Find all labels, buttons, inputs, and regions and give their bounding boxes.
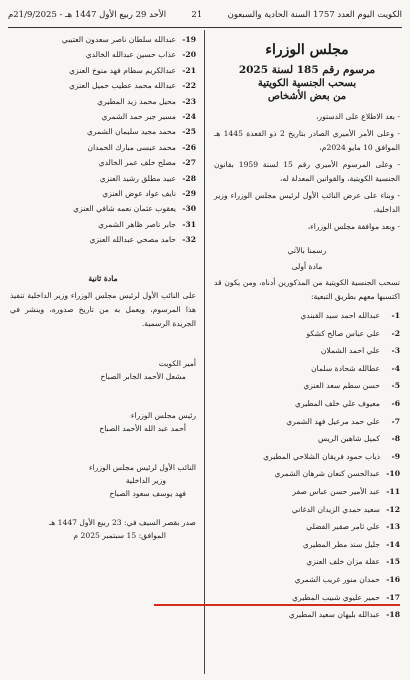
person-name: يعقوب عثمان نعمه شافي العنزي: [73, 204, 176, 214]
page-header: [8, 6, 402, 24]
person-name: كميل شاهين الريس: [317, 434, 380, 444]
person-name: علي ثامر صقير الفضلي: [306, 522, 380, 532]
person-number: 1-: [391, 311, 400, 320]
persons-list-right: [214, 307, 400, 624]
person-item: [10, 47, 196, 62]
pm-name: أحمد عبد الله الأحمد الصباح: [99, 423, 186, 433]
person-name: محمد مجيد سليمان الشمري: [86, 127, 176, 137]
emir-role: أمير الكويت: [158, 358, 196, 368]
left-column: [10, 30, 196, 674]
person-item: [214, 395, 400, 413]
person-name: معيوف علي خلف المطيري: [295, 398, 380, 408]
dpm-role-2: وزير الداخلية: [125, 475, 166, 485]
person-item: [214, 325, 400, 343]
person-item: [214, 307, 400, 325]
person-name: مصلح خلف عمر الخالدي: [98, 158, 176, 168]
person-item: [214, 377, 400, 395]
person-name: علي حمد مرعيل فهد الشمري: [286, 416, 380, 426]
person-number: 29-: [182, 189, 196, 199]
person-number: 11-: [386, 486, 400, 496]
person-item: [214, 571, 400, 589]
pm-role: رئيس مجلس الوزراء: [130, 410, 196, 420]
person-item: [10, 109, 196, 124]
person-name: محيل محمد زيد المطيري: [97, 96, 176, 106]
person-number: 16-: [386, 574, 400, 584]
preamble-line: - وبناء على عرض النائب الأول لرئيس مجلس الوزراء وزير الداخلية،: [214, 191, 400, 214]
article-2-text: على النائب الأول لرئيس مجلس الوزراء وزير الداخلية تنفيذ هذا المرسوم، ويعمل به من تاريخ صدوره، وينشر في الجريدة الرسمية.: [10, 290, 196, 328]
decree-subtitle: بسحب الجنسية الكويتية: [257, 78, 357, 89]
header-page-number: 21: [191, 10, 203, 20]
preamble-line: - وعلى المرسوم الأميري رقم 15 لسنة 1959 بقانون الجنسية الكويتية، والقوانين المعدلة له،: [214, 160, 401, 183]
preamble-line: - وبعد موافقة مجلس الوزراء،: [307, 222, 400, 231]
person-item: [214, 483, 400, 501]
header-date: الأحد 29 ربيع الأول 1447 هـ - 21/9/2025م: [8, 10, 167, 20]
person-name: حمدان منور غريب الشمري: [294, 574, 380, 584]
article-2: [10, 274, 196, 331]
person-name: حمير عليوي شبيب المطيري: [292, 592, 380, 602]
person-item: [10, 78, 196, 93]
person-number: 2-: [391, 328, 400, 338]
person-item: [214, 501, 400, 519]
person-name: عطالله شحادة سلمان: [311, 363, 380, 373]
issued-place-date: صدر بقصر السيف في: 23 ربيع الأول 1447 هـ: [49, 517, 196, 527]
person-item: [214, 536, 400, 554]
persons-list-left: [10, 32, 196, 248]
person-number: 30-: [182, 204, 196, 214]
person-item: [214, 448, 400, 466]
person-number: 24-: [182, 112, 196, 122]
person-name: عبدالحسن كنعان شرهان الشمري: [274, 469, 380, 479]
person-number: 8-: [391, 434, 400, 444]
person-number: 5-: [391, 381, 400, 391]
decree-title: مرسوم رقم 185 لسنة 2025: [238, 64, 376, 76]
header-publication: الكويت اليوم العدد 1757 السنة الحادية والسبعون: [227, 10, 402, 20]
person-item: [10, 124, 196, 139]
person-name: علي احمد الشملان: [320, 346, 380, 356]
person-number: 4-: [391, 363, 400, 373]
person-name: عذاب حسين عبدالله الخالدي: [85, 50, 176, 60]
person-name: عبدالله احمد سيد القبندي: [300, 311, 380, 320]
person-name: محمد عيسى مبارك الحمدان: [87, 142, 176, 152]
person-item: [214, 553, 400, 571]
person-item: [214, 606, 400, 624]
person-name: عقلة مزان خلف العنزي: [306, 557, 380, 567]
person-item: [214, 589, 400, 607]
section-title: مجلس الوزراء: [265, 42, 349, 58]
person-number: 19-: [182, 35, 196, 44]
person-item: [214, 342, 400, 360]
person-number: 6-: [391, 398, 400, 408]
person-name: نايف عواد عوض العنزي: [102, 189, 176, 199]
person-number: 21-: [182, 65, 196, 75]
person-number: 15-: [386, 557, 400, 567]
person-item: [10, 171, 196, 186]
person-number: 17-: [386, 592, 400, 602]
person-name: عبيد مطلق رشيد العنزي: [99, 173, 176, 183]
person-item: [214, 413, 400, 431]
person-number: 32-: [182, 235, 196, 245]
pm-signature: [10, 409, 196, 435]
person-name: جليل سند مطر المطيري: [302, 539, 380, 549]
person-item: [214, 465, 400, 483]
person-number: 28-: [182, 173, 196, 183]
person-number: 9-: [391, 451, 400, 461]
person-number: 26-: [182, 142, 196, 152]
preamble: [214, 110, 400, 234]
article-1-title: مادة أولى: [291, 262, 323, 271]
issued-gregorian-date: الموافق: 15 سبتمبر 2025 م: [73, 530, 166, 540]
preamble-line: - بعد الاطلاع على الدستور،: [315, 112, 400, 121]
person-name: عبدالكريم سطام فهد منوخ العنزي: [69, 65, 176, 75]
person-name: سعيد حمدي الزيدان الدغاني: [291, 504, 380, 514]
person-number: 14-: [386, 539, 400, 549]
person-item: [10, 217, 196, 232]
right-column: [214, 30, 400, 674]
person-name: ذياب حمود فريقان الشلاحي المطيري: [263, 451, 380, 461]
person-number: 31-: [182, 219, 196, 229]
issue-info: [10, 516, 196, 542]
person-name: علي عباس صالح كشكو: [306, 328, 380, 338]
dpm-signature: [10, 461, 196, 500]
header-divider: [8, 27, 402, 28]
person-item: [214, 518, 400, 536]
person-name: عبد الأمير حسن عباس صفر: [292, 486, 380, 496]
person-number: 18-: [386, 610, 400, 620]
person-number: 12-: [386, 504, 400, 514]
person-number: 10-: [386, 469, 400, 479]
dpm-role: النائب الأول لرئيس مجلس الوزراء: [89, 462, 196, 472]
person-name: حسن سطم سعد العنزي: [303, 381, 380, 391]
emir-name: مشعل الأحمد الجابر الصباح: [100, 371, 186, 381]
person-item: [10, 186, 196, 201]
person-item: [214, 430, 400, 448]
person-item: [214, 360, 400, 378]
person-name: مسير جبر حمد الشمري: [101, 112, 176, 122]
person-name: حامد مصحي عبدالله العنزي: [89, 235, 176, 245]
person-number: 25-: [182, 127, 196, 137]
person-name: عبدالله محمد عطيب حميل العنزي: [69, 81, 176, 91]
person-name: عبدالله سلطان ناصر سعدون العتيبي: [61, 35, 176, 44]
preamble-line: - وعلى الأمر الأميري الصادر بتاريخ 2 ذو القعدة 1445 هـ الموافق 10 مايو 2024م،: [214, 129, 400, 152]
person-number: 23-: [182, 96, 196, 106]
person-item: [10, 63, 196, 78]
emir-signature: [10, 357, 196, 383]
person-item: [10, 155, 196, 170]
decree-subtitle-2: من بعض الأشخاص: [267, 91, 347, 102]
article-1-text: تسحب الجنسية الكويتية من المذكورين أدناه، ومن يكون قد اكتسبها معهم بطريق التبعية:: [214, 278, 400, 301]
decreed-heading: رسمنا بالآتي: [287, 246, 327, 255]
person-item: [10, 140, 196, 155]
person-number: 20-: [182, 50, 196, 60]
person-number: 27-: [182, 158, 196, 168]
article-2-title: مادة ثانية: [88, 273, 118, 283]
person-number: 3-: [391, 346, 400, 356]
person-item: [10, 32, 196, 47]
person-number: 7-: [391, 416, 400, 426]
person-name: عبدالله بليهان سعيد المطيري: [288, 610, 380, 620]
dpm-name: فهد يوسف سعود الصباح: [109, 488, 186, 498]
column-divider: [204, 30, 205, 674]
person-name: جابر ناصر ظاهر الشمري: [98, 219, 176, 229]
person-item: [10, 232, 196, 247]
person-item: [10, 94, 196, 109]
person-item: [10, 201, 196, 216]
person-number: 13-: [386, 522, 400, 532]
person-number: 22-: [182, 81, 196, 91]
